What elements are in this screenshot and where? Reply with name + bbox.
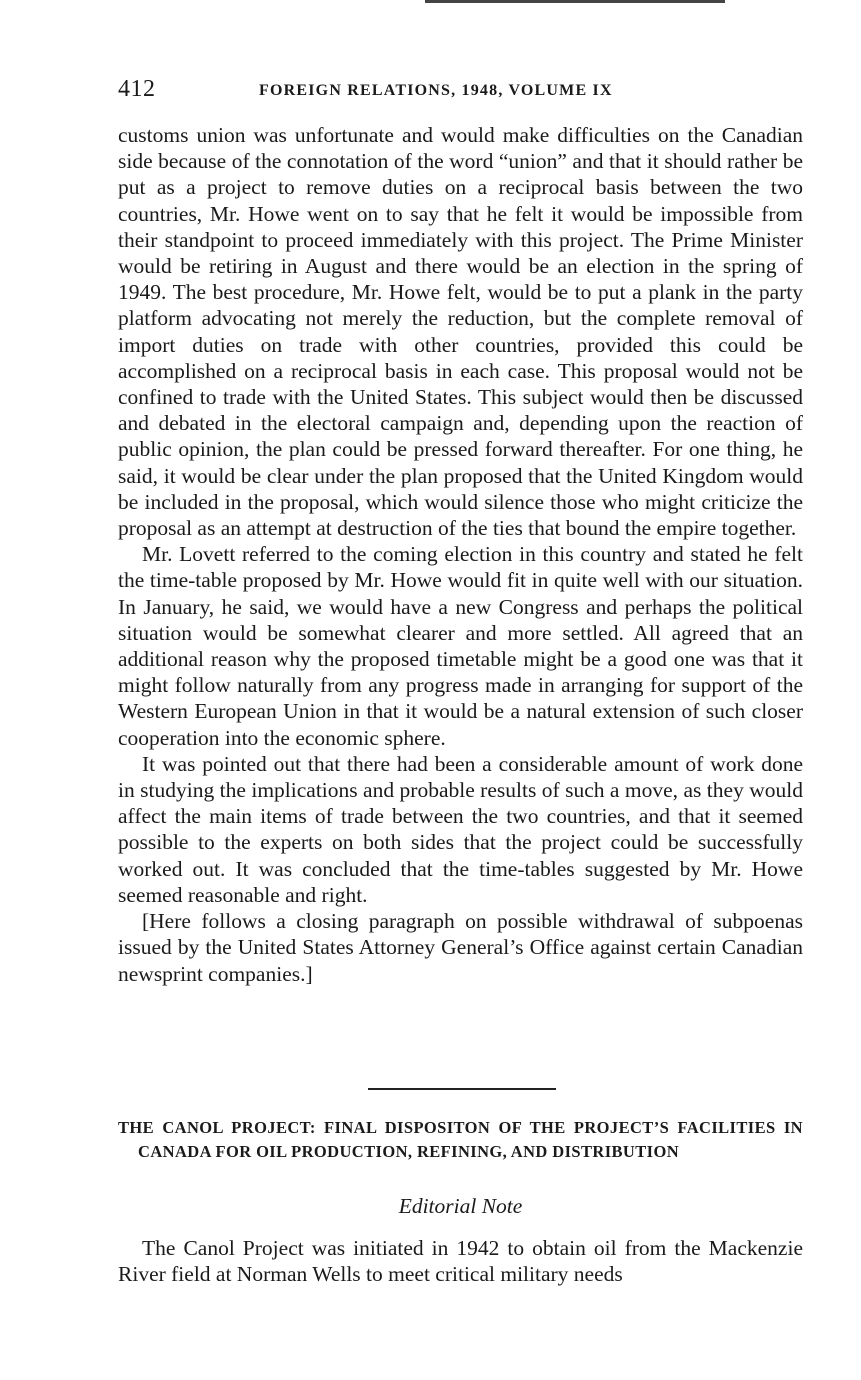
section-heading: THE CANOL PROJECT: FINAL DISPOSITON OF THE PROJECT’S FACILITIES IN CANADA FOR OIL PRODUCTION, REFINING, AND DISTRIBUTION xyxy=(118,1118,803,1161)
running-head: FOREIGN RELATIONS, 1948, VOLUME IX xyxy=(259,82,613,99)
top-edge-rule xyxy=(425,0,725,3)
paragraph-continuation: customs union was unfortunate and would make difficulties on the Canadian side because of the connotation of the word “union” and that it should rather be put as a project to remove duties on a reciprocal basis between the two countries, Mr. Howe went on to say that he felt it would be impossible from their standpoint to proceed immediately with this project. The Prime Minister would be retiring in August and there would be an election in the spring of 1949. The best procedure, Mr. Howe felt, would be to put a plank in the party platform advocating not merely the reduction, but the complete removal of import duties on trade with other countries, provided this could be accomplished on a reciprocal basis in each case. This proposal would not be confined to trade with the United States. This subject would then be discussed and debated in the electoral campaign and, depending upon the reaction of public opinion, the plan could be pressed forward thereafter. For one thing, he said, it would be clear under the plan proposed that the United Kingdom would be included in the proposal, which would silence those who might criticize the proposal as an attempt at destruction of the ties that bound the empire together. xyxy=(118,123,803,541)
section-divider xyxy=(368,1088,556,1090)
page-header xyxy=(118,76,803,106)
editorial-note-title: Editorial Note xyxy=(398,1194,523,1218)
paragraph-canol-intro: The Canol Project was initiated in 1942 to obtain oil from the Mackenzie River field at Norman Wells to meet critical military needs xyxy=(118,1236,803,1287)
paragraph-lovett: Mr. Lovett referred to the coming election in this country and stated he felt the time-table proposed by Mr. Howe would fit in quite well with our situation. In January, he said, we would have a new Congress and perhaps the political situation would be somewhat clearer and more settled. All agreed that an additional reason why the proposed timetable might be a good one was that it might follow naturally from any progress made in arranging for support of the Western European Union in that it would be a natural extension of such closer cooperation into the economic sphere. xyxy=(118,542,803,750)
paragraph-implications: It was pointed out that there had been a considerable amount of work done in studying the implications and probable results of such a move, as they would affect the main items of trade between the two countries, and that it seemed possible to the experts on both sides that the project could be successfully worked out. It was concluded that the time-tables suggested by Mr. Howe seemed reasonable and right. xyxy=(118,751,803,907)
body-text xyxy=(118,122,803,987)
section-intro xyxy=(118,1235,803,1287)
page-number: 412 xyxy=(118,76,156,102)
paragraph-editorial-bracket: [Here follows a closing paragraph on possible withdrawal of subpoenas issued by the United States Attorney General’s Office against certain Canadian newsprint companies.] xyxy=(118,909,803,986)
